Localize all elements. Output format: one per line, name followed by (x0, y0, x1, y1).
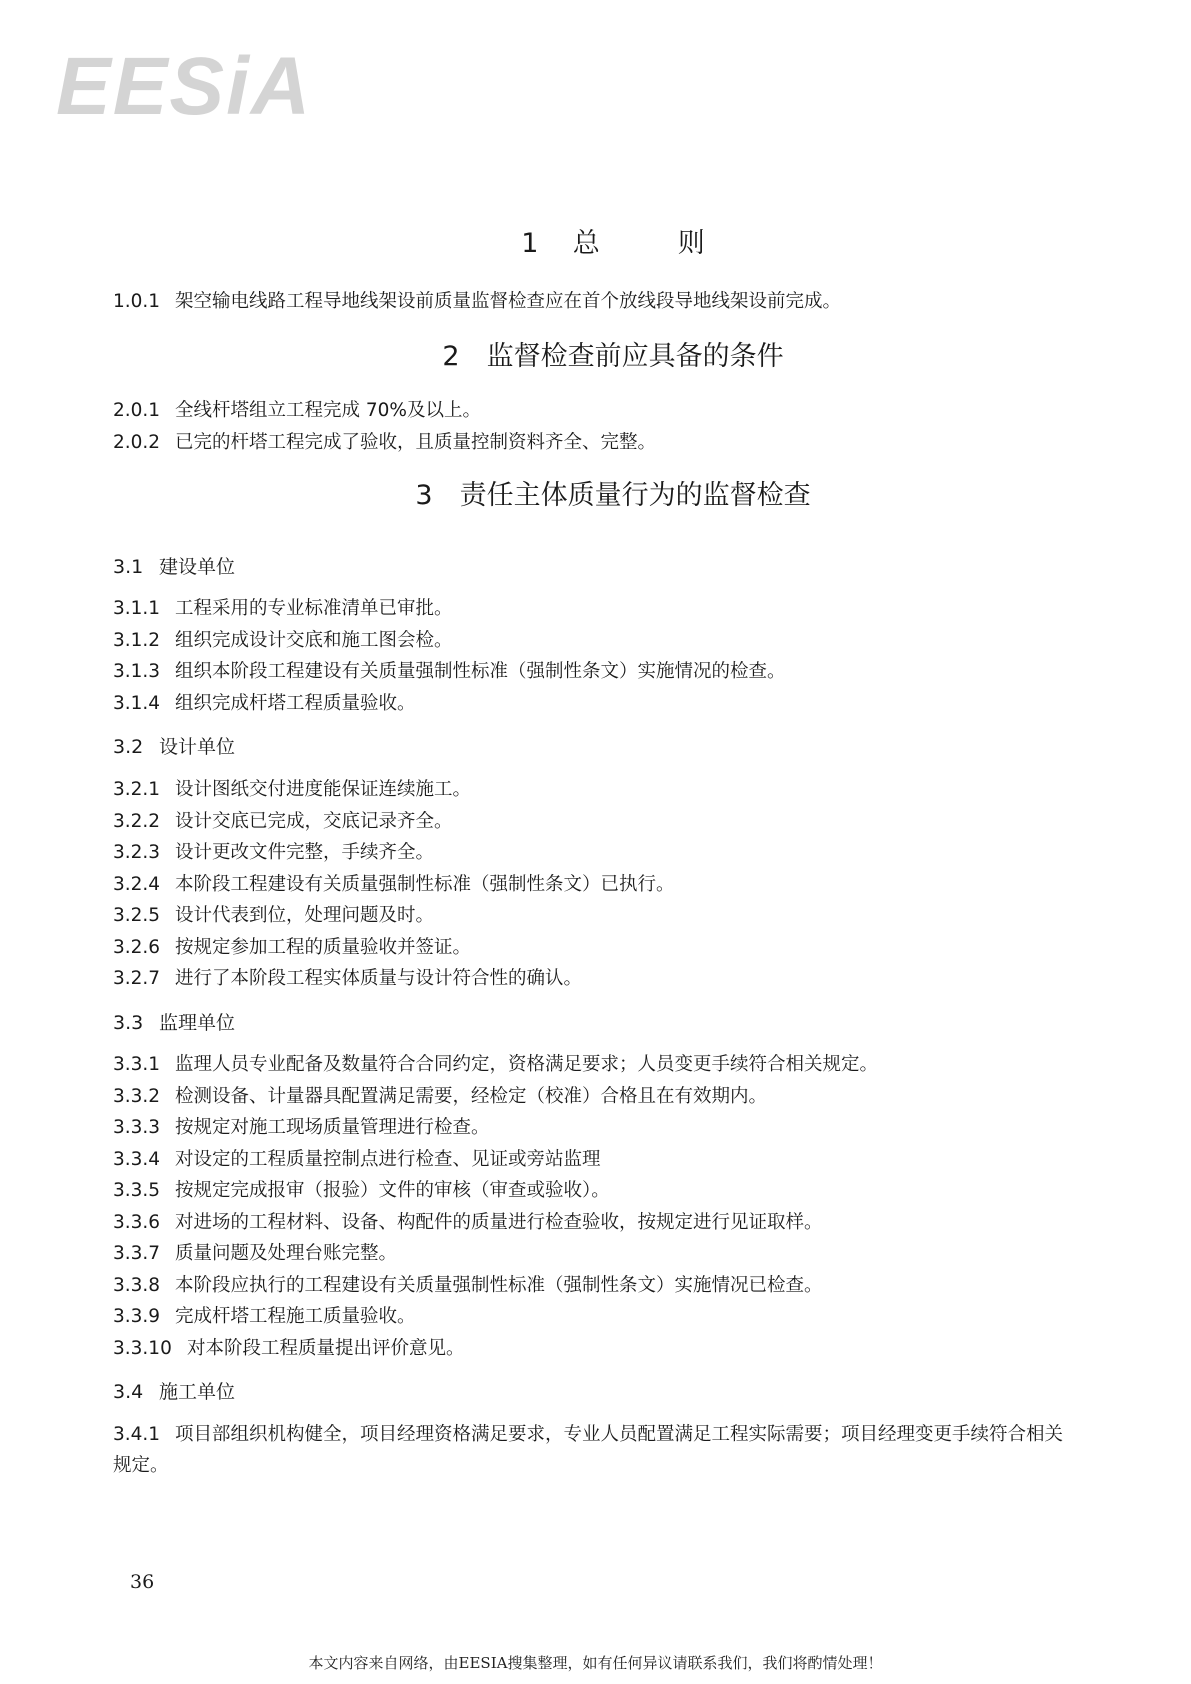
chapter-2-title: 2 监督检查前应具备的条件 (442, 340, 784, 372)
chapter-1-num: 1 (521, 228, 539, 259)
clause (113, 593, 1073, 625)
clause-number: 3.2.7 (113, 968, 161, 990)
section-title-text: 监理单位 (159, 1011, 236, 1034)
section-3-2-title (113, 735, 1073, 760)
clause-text: 按规定完成报审（报验）文件的审核（审查或验收）。 (175, 1180, 610, 1202)
clause-number: 3.3.3 (113, 1117, 161, 1139)
clause-number: 3.4.1 (113, 1423, 161, 1445)
clause (113, 286, 1073, 318)
section-title-text: 设计单位 (159, 736, 236, 759)
clause-text: 组织完成设计交底和施工图会检。 (175, 629, 453, 651)
clause (113, 1238, 1073, 1270)
clause (113, 806, 1073, 838)
chapter-3-title: 3 责任主体质量行为的监督检查 (415, 480, 811, 512)
page-number: 36 (130, 1571, 155, 1593)
clause (113, 1144, 1073, 1176)
clause-number: 3.2.6 (113, 936, 161, 958)
clause (113, 932, 1073, 964)
clause (113, 963, 1073, 995)
clause (113, 395, 1073, 427)
chapter-2-items (113, 395, 1073, 458)
clause-number: 3.2.4 (113, 873, 161, 895)
clause (113, 1333, 1073, 1365)
clause-text: 本阶段应执行的工程建设有关质量强制性标准（强制性条文）实施情况已检查。 (175, 1274, 823, 1296)
clause-number: 3.2.1 (113, 779, 161, 801)
clause-text: 工程采用的专业标准清单已审批。 (175, 598, 453, 620)
clause (113, 1270, 1073, 1302)
clause (113, 837, 1073, 869)
clause-number: 3.3.10 (113, 1337, 172, 1359)
clause-text: 设计图纸交付进度能保证连续施工。 (175, 779, 472, 801)
clause-number: 3.2.5 (113, 905, 161, 927)
clause (113, 1049, 1073, 1081)
clause (113, 688, 1073, 720)
section-3-4-title (113, 1380, 1073, 1405)
clause-number: 3.2.2 (113, 810, 161, 832)
clause (113, 1081, 1073, 1113)
clause-text: 完成杆塔工程施工质量验收。 (175, 1306, 416, 1328)
section-title-text: 施工单位 (159, 1381, 236, 1404)
section-number: 3.1 (113, 555, 144, 578)
footer-notice: 本文内容来自网络，由EESIA搜集整理，如有任何异议请联系我们，我们将酌情处理！ (308, 1654, 883, 1672)
clause-text: 检测设备、计量器具配置满足需要，经检定（校准）合格且在有效期内。 (175, 1085, 768, 1107)
clause-number: 3.3.1 (113, 1054, 161, 1076)
clause-text: 按规定对施工现场质量管理进行检查。 (175, 1117, 490, 1139)
clause-number: 3.1.4 (113, 692, 161, 714)
clause-number: 1.0.1 (113, 291, 161, 313)
clause-text: 按规定参加工程的质量验收并签证。 (175, 936, 472, 958)
clause-number: 2.0.1 (113, 400, 161, 422)
chapter-1-title-a: 总 (572, 228, 600, 259)
clause-number: 3.3.2 (113, 1085, 161, 1107)
section-3-3-items (113, 1049, 1073, 1364)
section-number: 3.2 (113, 736, 144, 759)
clause-text: 对本阶段工程质量提出评价意见。 (187, 1337, 465, 1359)
section-3-2-items (113, 774, 1073, 995)
section-3-4-items (113, 1419, 1073, 1482)
chapter-1-title (113, 228, 1073, 260)
clause-number: 3.3.7 (113, 1243, 161, 1265)
clause (113, 1301, 1073, 1333)
clause-text: 设计更改文件完整，手续齐全。 (175, 842, 435, 864)
clause-text: 质量问题及处理台账完整。 (175, 1243, 398, 1265)
section-3-3-title (113, 1011, 1073, 1036)
clause-text: 对进场的工程材料、设备、构配件的质量进行检查验收，按规定进行见证取样。 (175, 1211, 823, 1233)
clause-text: 监理人员专业配备及数量符合合同约定，资格满足要求；人员变更手续符合相关规定。 (175, 1054, 879, 1076)
clause-text: 组织完成杆塔工程质量验收。 (175, 692, 416, 714)
clause (113, 900, 1073, 932)
clause (113, 1175, 1073, 1207)
clause-number: 3.2.3 (113, 842, 161, 864)
clause-number: 3.3.8 (113, 1274, 161, 1296)
clause-text: 组织本阶段工程建设有关质量强制性标准（强制性条文）实施情况的检查。 (175, 661, 786, 683)
clause-number: 3.3.6 (113, 1211, 161, 1233)
clause-number: 3.3.9 (113, 1306, 161, 1328)
eesia-logo: EESiA (56, 41, 313, 132)
section-title-text: 建设单位 (159, 555, 236, 578)
clause (113, 656, 1073, 688)
clause-text: 对设定的工程质量控制点进行检查、见证或旁站监理 (175, 1148, 601, 1170)
clause-text: 项目部组织机构健全，项目经理资格满足要求，专业人员配置满足工程实际需要；项目经理变更手续符合相关规定。 (113, 1423, 1064, 1477)
clause-text: 本阶段工程建设有关质量强制性标准（强制性条文）已执行。 (175, 873, 675, 895)
clause-text: 设计交底已完成，交底记录齐全。 (175, 810, 453, 832)
clause (113, 625, 1073, 657)
clause-number: 3.1.3 (113, 661, 161, 683)
document-body (113, 228, 1073, 1482)
clause-text: 进行了本阶段工程实体质量与设计符合性的确认。 (175, 968, 583, 990)
clause-text: 已完的杆塔工程完成了验收，且质量控制资料齐全、完整。 (175, 431, 657, 453)
clause-number: 3.3.4 (113, 1148, 161, 1170)
clause (113, 869, 1073, 901)
clause (113, 1112, 1073, 1144)
clause-number: 3.1.1 (113, 598, 161, 620)
section-number: 3.3 (113, 1011, 144, 1034)
clause-number: 2.0.2 (113, 431, 161, 453)
clause (113, 1207, 1073, 1239)
clause-text: 架空输电线路工程导地线架设前质量监督检查应在首个放线段导地线架设前完成。 (175, 291, 842, 313)
chapter-1-items (113, 286, 1073, 318)
section-number: 3.4 (113, 1381, 144, 1404)
chapter-1-title-b: 则 (677, 228, 705, 259)
clause-number: 3.1.2 (113, 629, 161, 651)
section-3-1-items (113, 593, 1073, 719)
clause (113, 427, 1073, 459)
clause (113, 774, 1073, 806)
clause (113, 1419, 1073, 1482)
clause-number: 3.3.5 (113, 1180, 161, 1202)
clause-text: 全线杆塔组立工程完成 70%及以上。 (175, 400, 482, 422)
section-3-1-title (113, 555, 1073, 580)
clause-text: 设计代表到位，处理问题及时。 (175, 905, 435, 927)
